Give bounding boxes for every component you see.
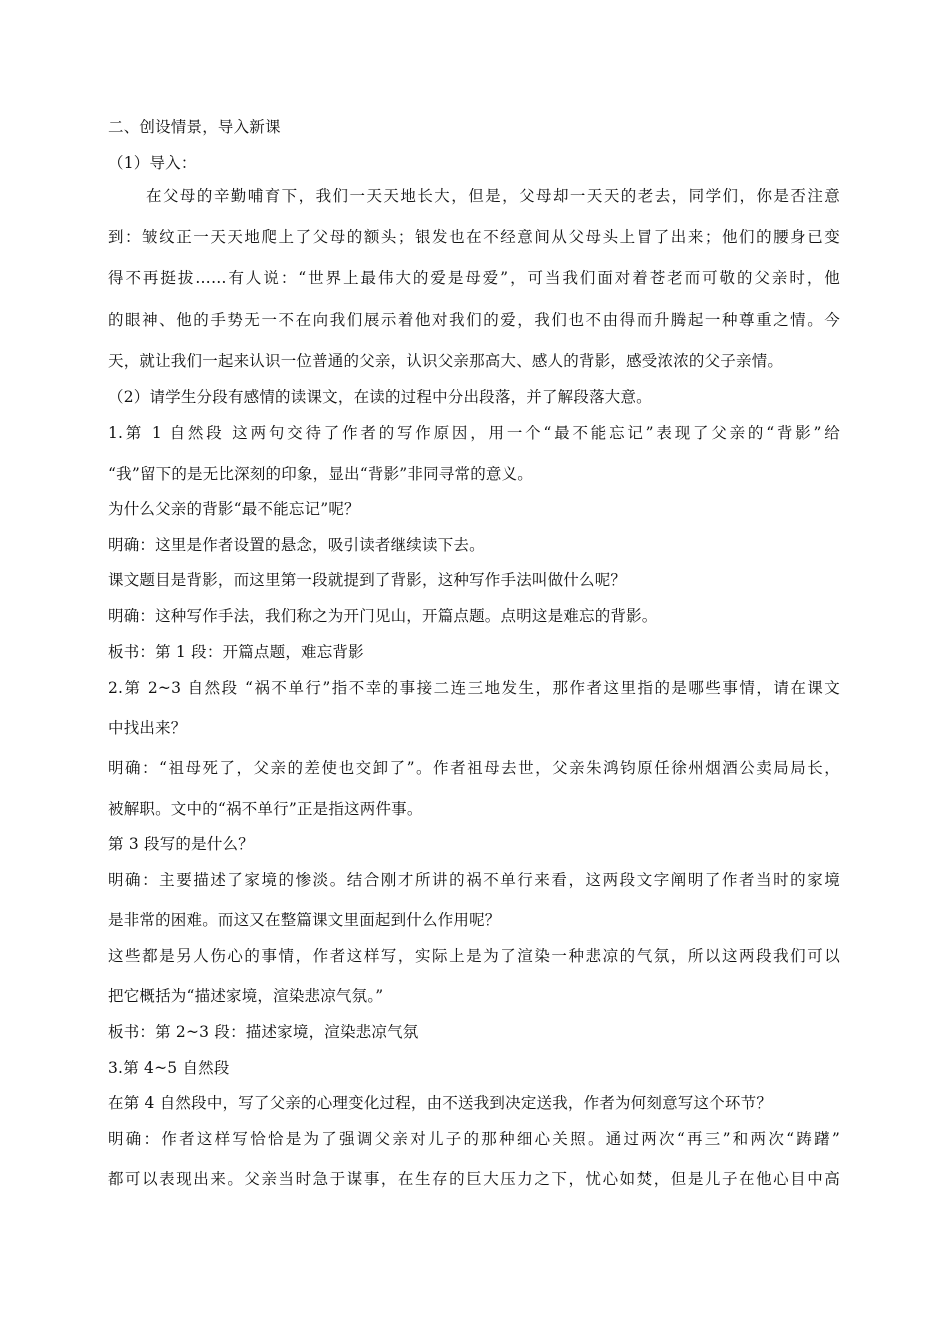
question-line: 在第 4 自然段中，写了父亲的心理变化过程，由不送我到决定送我，作者为何刻意写这个环节？	[108, 1094, 773, 1112]
answer-line: 明确：主要描述了家境的惨淡。结合刚才所讲的祸不单行来看，这两段文字阐明了作者当时的家境	[108, 871, 840, 889]
paragraph-line: 到：皱纹正一天天地爬上了父母的额头；银发也在不经意间从父母头上冒了出来；他们的腰身已变	[108, 228, 840, 246]
paragraph-line: 把它概括为“描述家境，渲染悲凉气氛。”	[108, 987, 384, 1005]
paragraph-line: 是非常的困难。而这又在整篇课文里面起到什么作用呢？	[108, 911, 501, 929]
question-line: 第 3 段写的是什么？	[108, 835, 254, 853]
answer-line: 明确：作者这样写恰恰是为了强调父亲对儿子的那种细心关照。通过两次“再三”和两次“踌躇”	[108, 1130, 840, 1148]
paragraph-line: 都可以表现出来。父亲当时急于谋事，在生存的巨大压力之下，忧心如焚，但是儿子在他心目中高	[108, 1170, 840, 1188]
question-line: 课文题目是背影，而这里第一段就提到了背影，这种写作手法叫做什么呢？	[108, 571, 627, 589]
paragraph-line: 在父母的辛勤哺育下，我们一天天地长大，但是，父母却一天天的老去，同学们，你是否注意	[146, 187, 840, 205]
paragraph-line: 1.第 1 自然段 这两句交待了作者的写作原因，用一个“最不能忘记”表现了父亲的“背影”给	[108, 424, 840, 442]
board-note-line: 板书：第 1 段：开篇点题，难忘背影	[108, 643, 364, 661]
answer-line: 明确：这种写作手法，我们称之为开门见山，开篇点题。点明这是难忘的背影。	[108, 607, 658, 625]
paragraph-line: “我”留下的是无比深刻的印象，显出“背影”非同寻常的意义。	[108, 465, 533, 483]
paragraph-line: 中找出来？	[108, 719, 187, 737]
paragraph-line: 得不再挺拔……有人说：“世界上最伟大的爱是母爱”，可当我们面对着苍老而可敬的父亲时，他	[108, 269, 840, 287]
section-heading: 二、创设情景，导入新课	[108, 118, 281, 136]
paragraph-line: 的眼神、他的手势无一不在向我们展示着他对我们的爱，我们也不由得而升腾起一种尊重之情。今	[108, 311, 840, 329]
question-line: 为什么父亲的背影“最不能忘记”呢？	[108, 500, 360, 518]
board-note-line: 板书：第 2~3 段：描述家境，渲染悲凉气氛	[108, 1023, 419, 1041]
paragraph-line: 这些都是另人伤心的事情，作者这样写，实际上是为了渲染一种悲凉的气氛，所以这两段我们可以	[108, 947, 840, 965]
answer-line: 明确：“祖母死了，父亲的差使也交卸了”。作者祖母去世，父亲朱鸿钧原任徐州烟酒公卖局局长，	[108, 759, 840, 777]
subsection-heading: （2）请学生分段有感情的读课文，在读的过程中分出段落，并了解段落大意。	[108, 388, 652, 406]
section-item: 3.第 4~5 自然段	[108, 1059, 230, 1077]
paragraph-line: 被解职。文中的“祸不单行”正是指这两件事。	[108, 800, 423, 818]
paragraph-line: 天，就让我们一起来认识一位普通的父亲，认识父亲那高大、感人的背影，感受浓浓的父子亲情。	[108, 352, 784, 370]
answer-line: 明确：这里是作者设置的悬念，吸引读者继续读下去。	[108, 536, 485, 554]
paragraph-line: 2.第 2~3 自然段 “祸不单行”指不幸的事接二连三地发生，那作者这里指的是哪些事情，请在课文	[108, 679, 840, 697]
subsection-heading: （1）导入：	[108, 154, 197, 172]
